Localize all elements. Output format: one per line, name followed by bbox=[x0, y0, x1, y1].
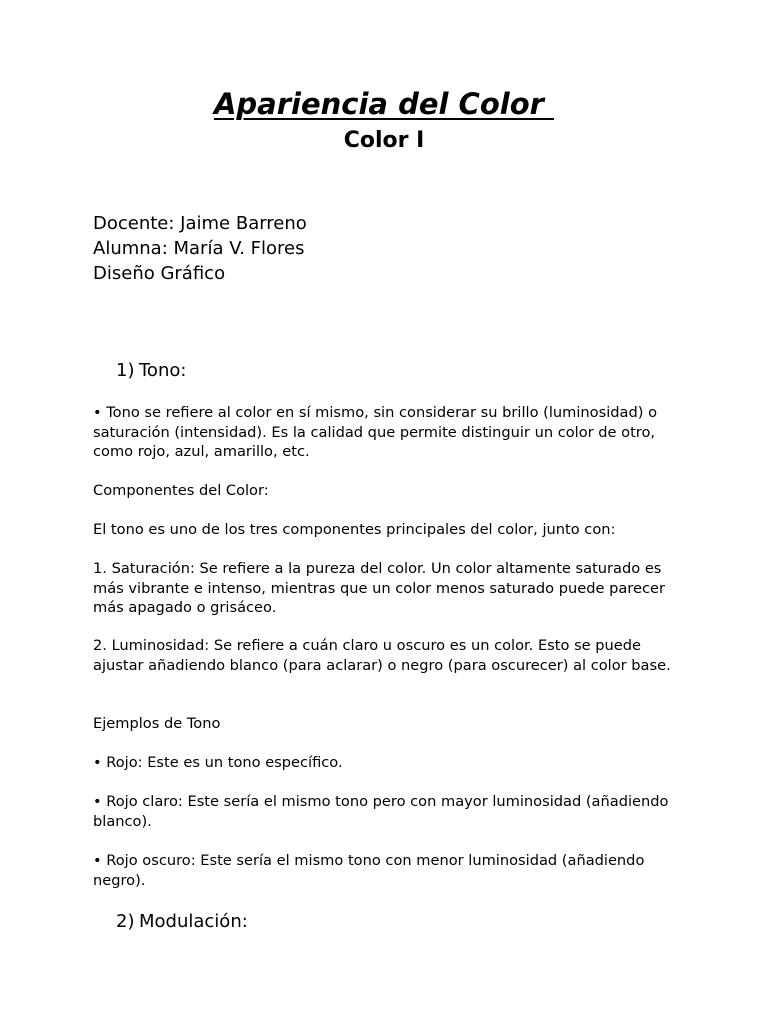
paragraph-tono-definition: • Tono se refiere al color en sí mismo, sin considerar su brillo (luminosidad) o saturación (intensidad). Es la calidad que permite distinguir un color de otro, como rojo, azul, amarillo, etc. bbox=[93, 404, 657, 461]
paragraph-saturacion: 1. Saturación: Se refiere a la pureza del color. Un color altamente saturado es más vibrante e intenso, mientras que un color menos saturado puede parecer más apagado o grisáceo. bbox=[93, 560, 665, 617]
section-label: Tono: bbox=[139, 360, 187, 381]
section-label: Modulación: bbox=[139, 911, 248, 932]
carrera-line: Diseño Gráfico bbox=[93, 263, 226, 284]
docente-line: Docente: Jaime Barreno bbox=[93, 213, 307, 234]
paragraph-rojo-claro: • Rojo claro: Este sería el mismo tono pero con mayor luminosidad (añadiendo blanco). bbox=[93, 793, 669, 830]
section-heading-tono bbox=[116, 359, 186, 383]
section-heading-modulacion bbox=[116, 910, 248, 934]
document-subtitle: Color I bbox=[343, 128, 425, 153]
paragraph-luminosidad: 2. Luminosidad: Se refiere a cuán claro u oscuro es un color. Esto se puede ajustar añadiendo blanco (para aclarar) o negro (para oscurecer) al color base. bbox=[93, 637, 671, 674]
paragraph-componentes-intro: El tono es uno de los tres componentes principales del color, junto con: bbox=[93, 521, 616, 538]
paragraph-rojo: • Rojo: Este es un tono específico. bbox=[93, 754, 343, 771]
paragraph-rojo-oscuro: • Rojo oscuro: Este sería el mismo tono con menor luminosidad (añadiendo negro). bbox=[93, 852, 645, 889]
document-title-text: Apariencia del Color bbox=[213, 87, 555, 121]
section-number: 1) bbox=[116, 360, 135, 381]
alumna-line: Alumna: María V. Flores bbox=[93, 238, 305, 259]
paragraph-componentes-heading: Componentes del Color: bbox=[93, 482, 269, 499]
paragraph-ejemplos-heading: Ejemplos de Tono bbox=[93, 715, 221, 732]
document-title bbox=[0, 86, 768, 122]
section-number: 2) bbox=[116, 911, 135, 932]
author-info-block bbox=[93, 211, 307, 286]
